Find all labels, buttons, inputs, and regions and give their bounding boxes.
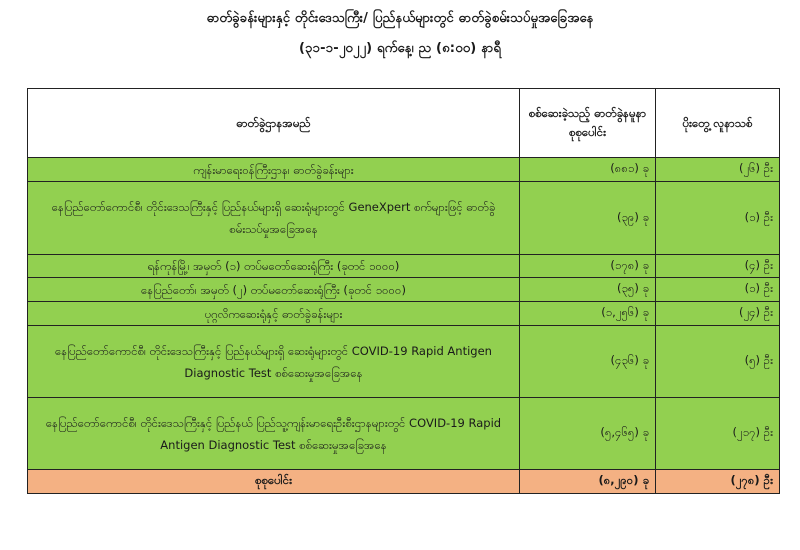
header-tested: စစ်ဆေးခဲ့သည့် ဓာတ်ခွဲနမူနာ စုစုပေါင်း xyxy=(520,89,656,158)
tested-count: (၄၃၆) ခု xyxy=(520,326,656,398)
total-row xyxy=(28,470,780,494)
header-positive: ပိုးတွေ့ လူနာသစ် xyxy=(656,89,780,158)
tested-count: (၃၅) ခု xyxy=(520,278,656,302)
report-title: ဓာတ်ခွဲခန်းများနှင့် တိုင်းဒေသကြီး/ ပြည်နယ်များတွင် ဓာတ်ခွဲစမ်းသပ်မှုအခြေအနေ xyxy=(206,11,594,26)
header-lab-name: ဓာတ်ခွဲဌာနအမည် xyxy=(28,89,520,158)
positive-count: (၄) ဦး xyxy=(656,255,780,278)
tested-count: (၁၇၈) ခု xyxy=(520,255,656,278)
lab-name: နေပြည်တော်၊ အမှတ် (၂) တပ်မတော်ဆေးရုံကြီး (ခုတင် ၁၀၀၀) xyxy=(28,278,520,302)
tested-count: (၃၉) ခု xyxy=(520,182,656,255)
total-positive: (၂၇၈) ဦး xyxy=(656,470,780,494)
table-row xyxy=(28,398,780,470)
total-tested: (၈,၂၉၀) ခု xyxy=(520,470,656,494)
lab-name: နေပြည်တော်ကောင်စီ၊ တိုင်းဒေသကြီးနှင့် ပြည်နယ်များရှိ ဆေးရုံများတွင် GeneXpert စက်များဖြင့် ဓာတ်ခွဲစမ်းသပ်မှုအခြေအနေ xyxy=(28,182,520,255)
table-header-row xyxy=(28,89,780,158)
positive-count: (၁) ဦး xyxy=(656,278,780,302)
lab-testing-table xyxy=(27,88,780,494)
table-row xyxy=(28,182,780,255)
lab-name: နေပြည်တော်ကောင်စီ၊ တိုင်းဒေသကြီးနှင့် ပြည်နယ်များရှိ ဆေးရုံများတွင် COVID-19 Rapid Antigen Diagnostic Test စစ်ဆေးမှုအခြေအနေ xyxy=(28,326,520,398)
tested-count: (၅,၄၆၅) ခု xyxy=(520,398,656,470)
lab-name: ပုဂ္ဂလိကဆေးရုံနှင့် ဓာတ်ခွဲခန်းများ xyxy=(28,302,520,326)
total-label: စုစုပေါင်း xyxy=(28,470,520,494)
tested-count: (၁,၂၅၆) ခု xyxy=(520,302,656,326)
table-row xyxy=(28,302,780,326)
tested-count: (၈၈၁) ခု xyxy=(520,158,656,182)
lab-name: ရန်ကုန်မြို့၊ အမှတ် (၁) တပ်မတော်ဆေးရုံကြီး (ခုတင် ၁၀၀၀) xyxy=(28,255,520,278)
table-row xyxy=(28,326,780,398)
table-row xyxy=(28,255,780,278)
report-date: (၃၁-၁-၂၀၂၂) ရက်နေ့၊ ည (၈:၀၀) နာရီ xyxy=(298,41,502,56)
positive-count: (၂၆) ဦး xyxy=(656,158,780,182)
table-row xyxy=(28,278,780,302)
positive-count: (၂၁၇) ဦး xyxy=(656,398,780,470)
positive-count: (၁) ဦး xyxy=(656,182,780,255)
positive-count: (၅) ဦး xyxy=(656,326,780,398)
lab-name: ကျန်းမာရေးဝန်ကြီးဌာန၊ ဓာတ်ခွဲခန်းများ xyxy=(28,158,520,182)
lab-name: နေပြည်တော်ကောင်စီ၊ တိုင်းဒေသကြီးနှင့် ပြည်နယ် ပြည်သူ့ကျန်းမာရေးဦးစီးဌာနများတွင် COVID-19 Rapid Antigen Diagnostic Test စစ်ဆေးမှုအခြေအနေ xyxy=(28,398,520,470)
table-row xyxy=(28,158,780,182)
positive-count: (၂၄) ဦး xyxy=(656,302,780,326)
